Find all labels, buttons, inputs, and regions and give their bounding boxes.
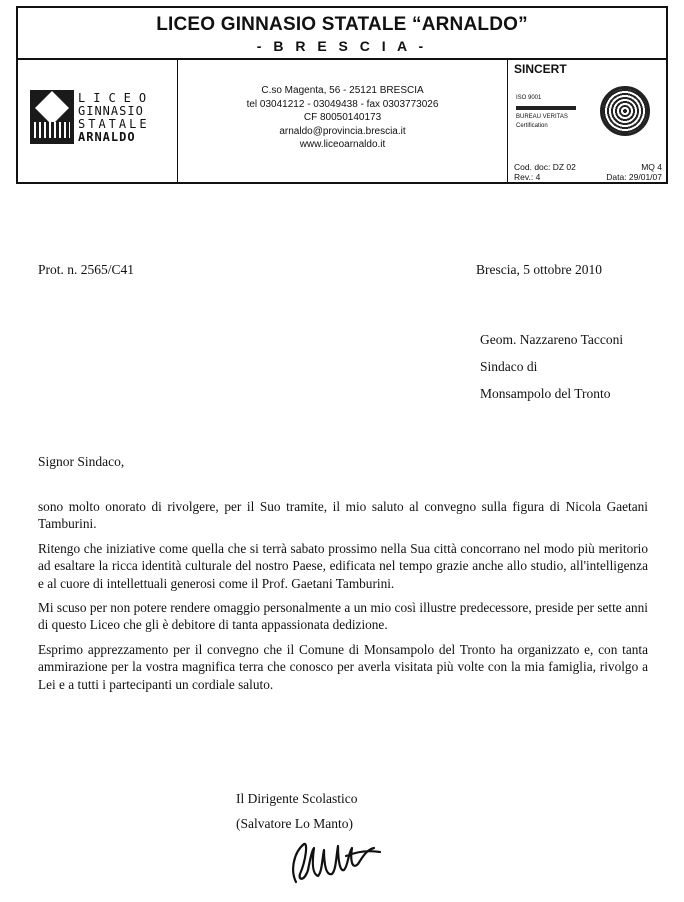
signer-name: (Salvatore Lo Manto) — [236, 816, 353, 831]
school-name: LICEO GINNASIO STATALE “ARNALDO” — [156, 14, 528, 35]
logo-wordmark: LICEO GINNASIO STATALE ARNALDO — [78, 91, 155, 144]
recipient-town: Monsampolo del Tronto — [480, 386, 611, 401]
place-date: Brescia, 5 ottobre 2010 — [476, 262, 602, 277]
school-phone: tel 03041212 - 03049438 - fax 0303773026 — [246, 98, 439, 110]
recipient-role: Sindaco di — [480, 359, 538, 374]
paragraph: Mi scuso per non potere rendere omaggio personalmente a un mio così illustre predecessore, preside per sette anni di questo Liceo che gli è debitore di tanta appassionata dedizione. — [38, 600, 648, 633]
paragraph: Ritengo che iniziative come quella che si terrà sabato prossimo nella Sua città concorrano nel modo più meritorio ad esaltare la ricca identità culturale del nostro Paese, edificata nel tempo grazie anche allo studio, all'intelligenza e al cuore di intellettuali generosi come il Prof. Gaetani Tamburini. — [38, 540, 648, 591]
doc-revision: Rev.: 4 — [514, 172, 541, 182]
document-control — [514, 162, 662, 182]
signature-block — [236, 786, 357, 836]
school-contact-info — [178, 58, 508, 182]
letterhead — [16, 6, 668, 184]
signer-title: Il Dirigente Scolastico — [236, 791, 358, 806]
school-email: arnaldo@provincia.brescia.it — [279, 125, 406, 137]
paragraph: Esprimo apprezzamento per il convegno che il Comune di Monsampolo del Tronto ha organizzato e, con tanta ammirazione per la vostra magnifica terra che conosco per averla visitata più volte con la mia famiglia, rivolgo a Lei e a tutti i partecipanti un cordiale saluto. — [38, 641, 648, 692]
recipient-name: Geom. Nazzareno Tacconi — [480, 332, 624, 347]
recipient-address — [480, 326, 623, 407]
school-emblem-icon — [30, 90, 74, 144]
school-tax-code: CF 80050140173 — [303, 112, 382, 123]
certification-seal-icon — [600, 86, 650, 136]
letterhead-title-band — [18, 8, 666, 60]
protocol-number: Prot. n. 2565/C41 — [38, 262, 135, 277]
letter-body — [38, 498, 648, 700]
certification-block — [508, 58, 666, 182]
handwritten-signature — [282, 830, 392, 890]
salutation: Signor Sindaco, — [38, 454, 125, 469]
doc-date: Data: 29/01/07 — [606, 172, 662, 182]
certification-mark: ISO 9001 BUREAU VERITAS Certification — [516, 82, 658, 152]
school-address: C.so Magenta, 56 - 25121 BRESCIA — [261, 85, 424, 96]
school-city: - B R E S C I A - — [256, 38, 428, 54]
doc-module: MQ 4 — [641, 162, 662, 172]
school-website: www.liceoarnaldo.it — [299, 139, 386, 150]
cert-name: SINCERT — [514, 62, 567, 76]
paragraph: sono molto onorato di rivolgere, per il Suo tramite, il mio saluto al convegno sulla figura di Nicola Gaetani Tamburini. — [38, 499, 648, 532]
doc-code: Cod. doc: DZ 02 — [514, 162, 576, 172]
school-logo — [18, 58, 178, 182]
